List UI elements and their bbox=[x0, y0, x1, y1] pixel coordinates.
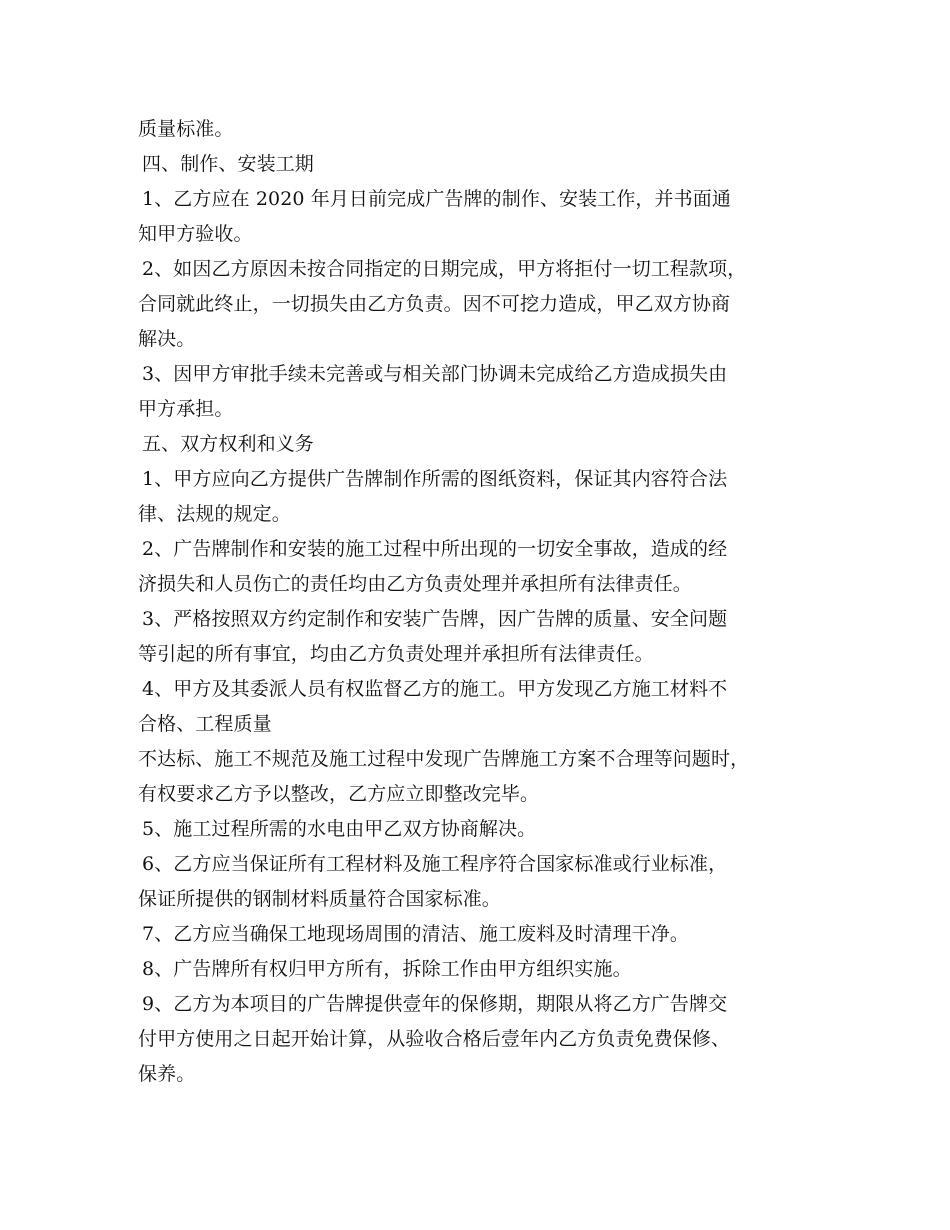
text-line: 知甲方验收。 bbox=[138, 223, 253, 245]
clause-line: 5、施工过程所需的水电由甲乙双方协商解决。 bbox=[142, 818, 537, 840]
text-line: 等引起的所有事宜，均由乙方负责处理并承担所有法律责任。 bbox=[138, 643, 654, 665]
section-heading: 五、双方权利和义务 bbox=[142, 433, 314, 455]
clause-line: 7、乙方应当确保工地现场周围的清洁、施工废料及时清理干净。 bbox=[142, 923, 689, 945]
text-line: 济损失和人员伤亡的责任均由乙方负责处理并承担所有法律责任。 bbox=[138, 573, 692, 595]
clause-line: 3、因甲方审批手续未完善或与相关部门协调未完成给乙方造成损失由 bbox=[142, 363, 728, 385]
text-line: 保证所提供的钢制材料质量符合国家标准。 bbox=[138, 888, 501, 910]
clause-line: 1、甲方应向乙方提供广告牌制作所需的图纸资料，保证其内容符合法 bbox=[142, 468, 728, 490]
document-page bbox=[138, 112, 818, 1092]
clause-line: 4、甲方及其委派人员有权监督乙方的施工。甲方发现乙方施工材料不 bbox=[142, 678, 728, 700]
text-line: 付甲方使用之日起开始计算，从验收合格后壹年内乙方负责免费保修、 bbox=[138, 1028, 731, 1050]
clause-line: 8、广告牌所有权归甲方所有，拆除工作由甲方组织实施。 bbox=[142, 958, 632, 980]
clause-line: 3、严格按照双方约定制作和安装广告牌，因广告牌的质量、安全问题 bbox=[142, 608, 728, 630]
text-line: 解决。 bbox=[138, 328, 196, 350]
text-line: 不达标、施工不规范及施工过程中发现广告牌施工方案不合理等问题时， bbox=[138, 748, 750, 770]
text-line: 有权要求乙方予以整改，乙方应立即整改完毕。 bbox=[138, 783, 540, 805]
clause-line: 9、乙方为本项目的广告牌提供壹年的保修期，期限从将乙方广告牌交 bbox=[142, 993, 728, 1015]
clause-line: 2、广告牌制作和安装的施工过程中所出现的一切安全事故，造成的经 bbox=[142, 538, 728, 560]
clause-line: 6、乙方应当保证所有工程材料及施工程序符合国家标准或行业标准， bbox=[142, 853, 728, 875]
text-line: 合同就此终止，一切损失由乙方负责。因不可挖力造成，甲乙双方协商 bbox=[138, 293, 731, 315]
clause-line: 2、如因乙方原因未按合同指定的日期完成，甲方将拒付一切工程款项， bbox=[142, 258, 747, 280]
text-line: 保养。 bbox=[138, 1063, 196, 1085]
clause-line: 1、乙方应在 2020 年月日前完成广告牌的制作、安装工作，并书面通 bbox=[142, 188, 731, 210]
section-heading: 四、制作、安装工期 bbox=[142, 153, 314, 175]
text-line: 质量标准。 bbox=[138, 118, 234, 140]
text-line: 甲方承担。 bbox=[138, 398, 234, 420]
text-line: 合格、工程质量 bbox=[138, 713, 272, 735]
text-line: 律、法规的规定。 bbox=[138, 503, 291, 525]
